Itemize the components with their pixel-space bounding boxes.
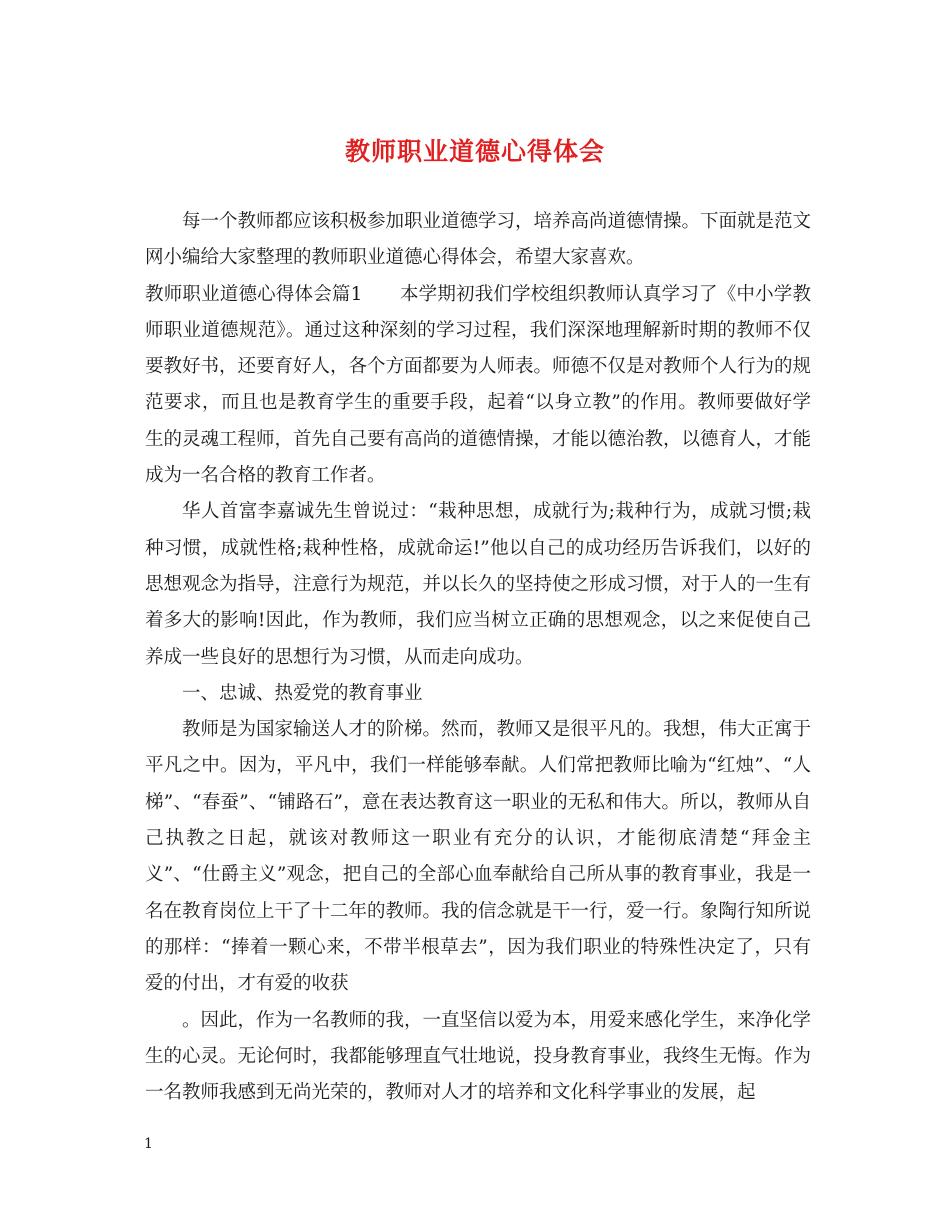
section-heading: 一、忠诚、热爱党的教育事业	[182, 682, 423, 704]
paragraph-quote: 华人首富李嘉诚先生曾说过：“栽种思想，成就行为;栽种行为，成就习惯;栽种习惯，成就性格;栽种性格，成就命运!”他以自己的成功经历告诉我们，以好的思想观念为指导，注意行为规范，并以长久的坚持使之形成习惯，对于人的一生有着多大的影响!因此，作为教师，我们应当树立正确的思想观念，以之来促使自己养成一些良好的思想行为习惯，从而走向成功。	[145, 501, 812, 668]
paragraph-intro: 每一个教师都应该积极参加职业道德学习，培养高尚道德情操。下面就是范文网小编给大家整理的教师职业道德心得体会，希望大家喜欢。	[145, 211, 812, 269]
paragraph-part1: 教师职业道德心得体会篇1 本学期初我们学校组织教师认真学习了《中小学教师职业道德规范》。通过这种深刻的学习过程，我们深深地理解新时期的教师不仅要教好书，还要育好人，各个方面都要为人师表。师德不仅是对教师个人行为的规范要求，而且也是教育学生的重要手段，起着“以身立教”的作用。教师要做好学生的灵魂工程师，首先自己要有高尚的道德情操，才能以德治教，以德育人，才能成为一名合格的教育工作者。	[145, 283, 812, 487]
document-title: 教师职业道德心得体会	[344, 137, 605, 166]
document-body	[145, 204, 811, 1111]
paragraph-love: 。因此，作为一名教师的我，一直坚信以爱为本，用爱来感化学生，来净化学生的心灵。无论何时，我都能够理直气壮地说，投身教育事业，我终生无悔。作为一名教师我感到无尚光荣的，教师对人才的培养和文化科学事业的发展，起	[145, 1009, 812, 1104]
page-number: 1	[144, 1136, 153, 1152]
paragraph-teacher: 教师是为国家输送人才的阶梯。然而，教师又是很平凡的。我想，伟大正寓于平凡之中。因为，平凡中，我们一样能够奉献。人们常把教师比喻为“红烛”、“人梯”、“春蚕”、“铺路石”，意在表达教育这一职业的无私和伟大。所以，教师从自己执教之日起，就该对教师这一职业有充分的认识，才能彻底清楚“拜金主义”、“仕爵主义”观念，把自己的全部心血奉献给自己所从事的教育事业，我是一名在教育岗位上干了十二年的教师。我的信念就是干一行，爱一行。象陶行知所说的那样：“捧着一颗心来，不带半根草去”，因为我们职业的特殊性决定了，只有爱的付出，才有爱的收获	[145, 719, 812, 995]
